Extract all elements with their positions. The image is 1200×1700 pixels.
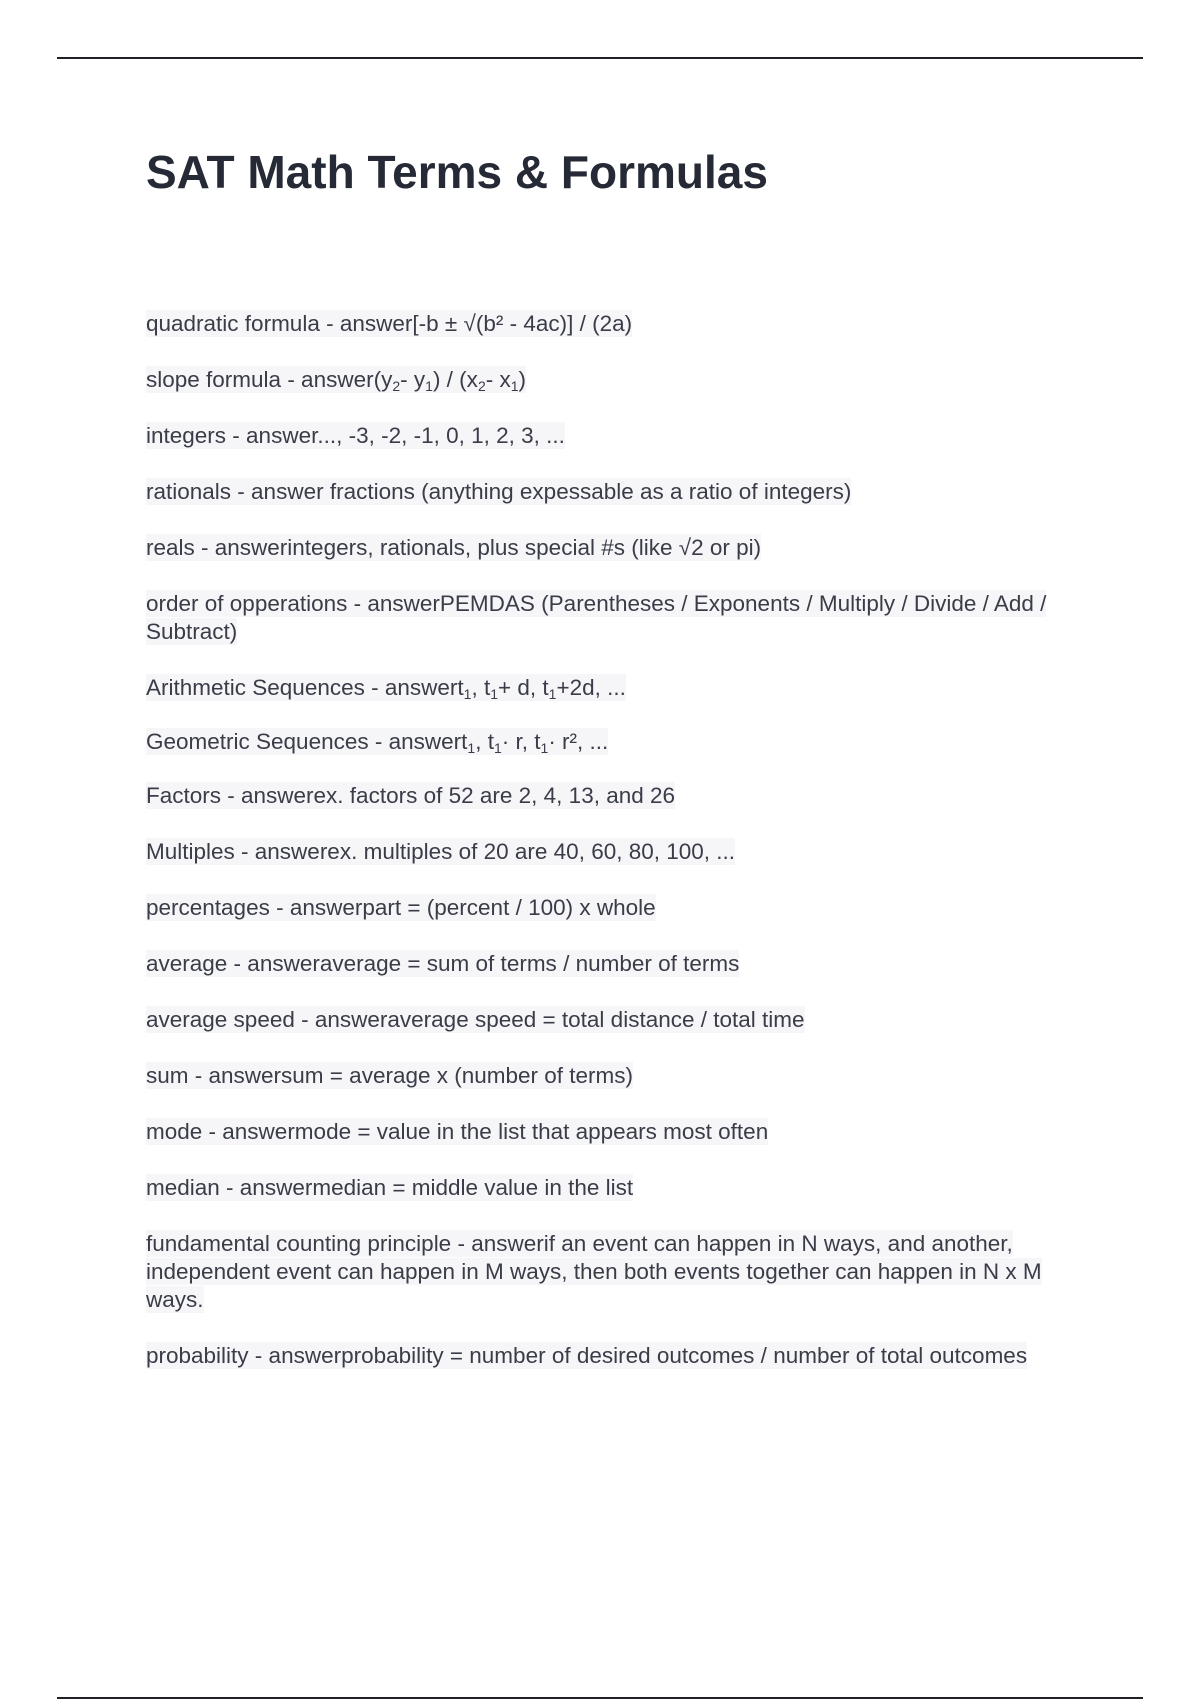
entry-multiples: Multiples - answerex. multiples of 20 are 40, 60, 80, 100, ... <box>146 839 736 864</box>
entry-average: average - answeraverage = sum of terms / number of terms <box>146 951 740 976</box>
top-rule <box>57 57 1143 59</box>
entry-rationals: rationals - answer fractions (anything expessable as a ratio of integers) <box>146 479 852 504</box>
entry-sum: sum - answersum = average x (number of terms) <box>146 1063 634 1088</box>
entry-list <box>146 310 1086 1398</box>
entry-factors: Factors - answerex. factors of 52 are 2, 4, 13, and 26 <box>146 783 676 808</box>
page-title: SAT Math Terms & Formulas <box>146 146 768 198</box>
entry-arithmetic-sequences: Arithmetic Sequences - answert$_1$, $t_1+ d$, $t_1+2d$, ... <box>146 675 626 702</box>
bottom-rule <box>57 1697 1143 1699</box>
entry-average-speed: average speed - answeraverage speed = total distance / total time <box>146 1007 805 1032</box>
entry-order-of-operations: order of opperations - answerPEMDAS (Parentheses / Exponents / Multiply / Divide / Add / Subtract) <box>146 591 1047 644</box>
entry-percentages: percentages - answerpart = (percent / 100) x whole <box>146 895 656 920</box>
entry-mode: mode - answermode = value in the list that appears most often <box>146 1119 769 1144</box>
entry-geometric-sequences: Geometric Sequences - answert$_1$, $t_1\cdot r$, $t_1\cdot r^2$, ... <box>146 729 609 756</box>
entry-quadratic-formula: quadratic formula - answer[-b ± √(b² - 4ac)] / (2a) <box>146 311 633 336</box>
entry-fundamental-counting-principle: fundamental counting principle - answerif an event can happen in N ways, and another, independent event can happen in M ways, then both events together can happen in N x M ways. <box>146 1231 1042 1312</box>
entry-median: median - answermedian = middle value in the list <box>146 1175 634 1200</box>
entry-slope-formula: slope formula - $answer(y_2-$ $y_1) / (x_2-$ $x_1$) <box>146 367 527 394</box>
entry-integers: integers - answer..., -3, -2, -1, 0, 1, 2, 3, ... <box>146 423 565 448</box>
entry-probability: probability - answerprobability = number of desired outcomes / number of total outcomes <box>146 1343 1028 1368</box>
entry-reals: reals - answerintegers, rationals, plus special #s (like √2 or pi) <box>146 535 762 560</box>
